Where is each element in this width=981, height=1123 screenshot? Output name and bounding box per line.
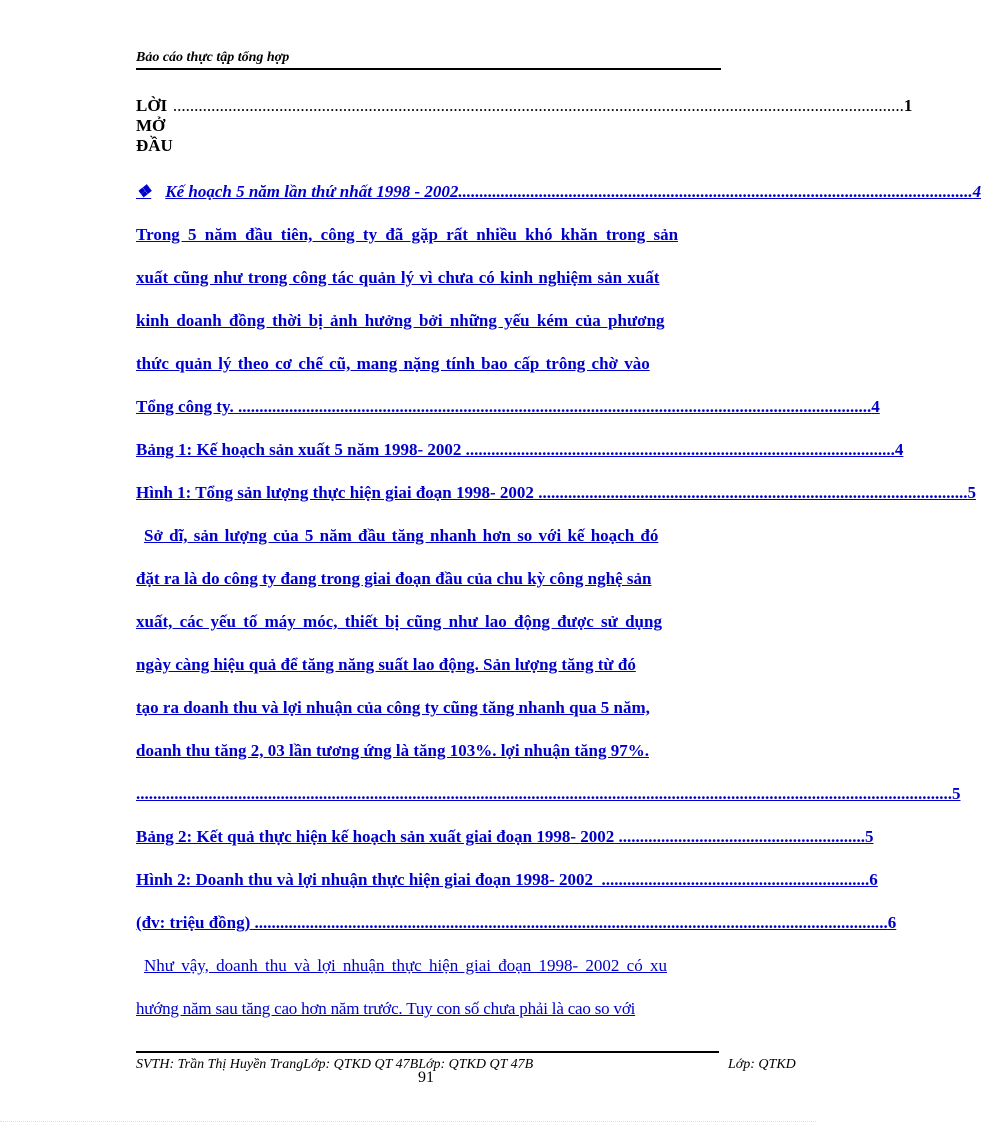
page-footer: SVTH: Trần Thị Huyền TrangLớp: QTKD QT 47BLớp: QTKD QT 47B [136, 1057, 534, 1072]
toc-entry[interactable]: hướng năm sau tăng cao hơn năm trước. Tuy con số chưa phải là cao so với [136, 999, 636, 1018]
footer-class-label: Lớp: QTKD [728, 1057, 796, 1072]
toc-entry[interactable]: ❖ Kế hoạch 5 năm lần thứ nhất 1998 - 2002 ......................................................................................................................... 4 [136, 178, 721, 221]
toc-intro-page: 1 [903, 96, 913, 115]
page-bottom-edge [0, 1121, 816, 1122]
toc-entry[interactable]: kinh doanh đồng thời bị ảnh hưởng bởi những yếu kém của phương [136, 311, 665, 330]
toc-entry[interactable]: đặt ra là do công ty đang trong giai đoạn đầu của chu kỳ công nghệ sản [136, 569, 652, 588]
toc-entry[interactable]: Trong 5 năm đầu tiên, công ty đã gặp rất nhiều khó khăn trong sản [136, 225, 679, 244]
toc-intro-label: LỜI MỞ ĐẦU [136, 96, 173, 155]
toc-entry[interactable]: Hình 1: Tổng sản lượng thực hiện giai đoạn 1998- 2002 ..................................................................................................... 5 [136, 483, 976, 502]
toc-intro-entry[interactable]: LỜI MỞ ĐẦU ............................................................................................................................................................................ 1 [136, 96, 913, 155]
footer-divider [136, 1051, 719, 1053]
toc-entry[interactable]: Như vậy, doanh thu và lợi nhuận thực hiện giai đoạn 1998- 2002 có xu [144, 956, 667, 975]
toc-entry[interactable]: (đv: triệu đồng) ..................................................................................................................................................... 6 [136, 913, 897, 932]
toc-entry[interactable]: xuất cũng như trong công tác quản lý vì chưa có kinh nghiệm sản xuất [136, 268, 660, 287]
page-number: 91 [418, 1069, 434, 1086]
toc-entry[interactable]: xuất, các yếu tố máy móc, thiết bị cũng như lao động được sử dụng [136, 612, 662, 631]
toc-entry[interactable]: Tổng công ty. ..................................................................................................................................................... 4 [136, 397, 880, 416]
toc-entry[interactable]: ................................................................................................................................................................................................ 5 [136, 784, 961, 803]
toc-entry[interactable]: Sở dĩ, sản lượng của 5 năm đầu tăng nhanh hơn so với kế hoạch đó [144, 526, 659, 545]
toc-entry[interactable]: tạo ra doanh thu và lợi nhuận của công ty cũng tăng nhanh qua 5 năm, [136, 698, 650, 717]
toc-entry[interactable]: Bảng 2: Kết quả thực hiện kế hoạch sản xuất giai đoạn 1998- 2002 .......................................................... 5 [136, 827, 874, 846]
toc-entry[interactable]: Bảng 1: Kế hoạch sản xuất 5 năm 1998- 2002 ..................................................................................................... 4 [136, 440, 904, 459]
toc-entry[interactable]: ngày càng hiệu quả để tăng năng suất lao động. Sản lượng tăng từ đó [136, 655, 636, 674]
toc-entry[interactable]: Hình 2: Doanh thu và lợi nhuận thực hiện giai đoạn 1998- 2002 ............................................................... 6 [136, 870, 878, 889]
page-header: Bảo cáo thực tập tổng hợp [136, 50, 721, 70]
diamond-bullet-icon: ❖ [136, 182, 152, 201]
toc-entry[interactable]: doanh thu tăng 2, 03 lần tương ứng là tăng 103%. lợi nhuận tăng 97%. [136, 741, 649, 760]
table-of-contents [136, 178, 981, 1038]
toc-entry[interactable]: thức quản lý theo cơ chế cũ, mang nặng tính bao cấp trông chờ vào [136, 354, 650, 373]
